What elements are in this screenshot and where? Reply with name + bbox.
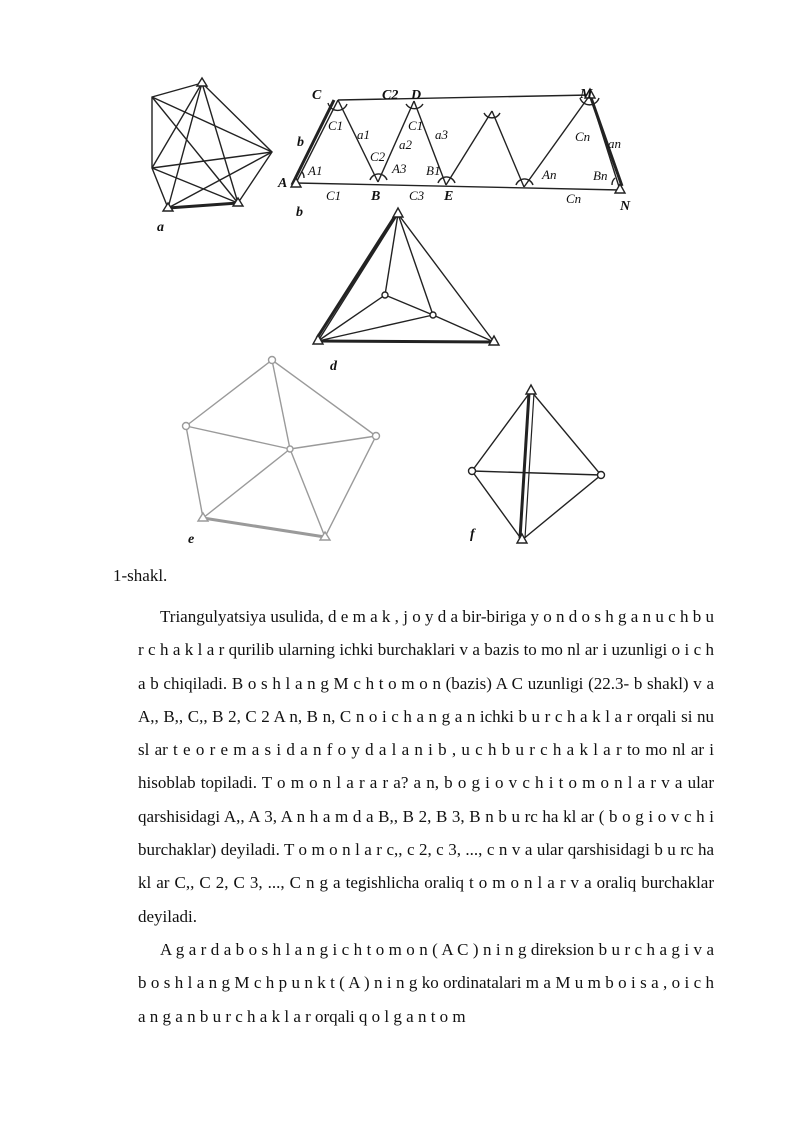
fig-b-label-Cn-top: Cn [575,129,591,144]
fig-b-label-An: An [542,167,557,182]
fig-b-label-A3: A3 [392,161,407,176]
fig-b-label-an: an [608,136,621,151]
fig-b-label-Bn: Bn [593,168,608,183]
fig-b-label-A1: A1 [308,163,323,178]
paragraph-2: A g a r d a b o s h l a n g i c h t o m o n ( A C ) n i n g direksion b u r c h a g i v a b o s h l a n g M c h p u n k t ( A ) n i n g ko ordinatalari m a M u m b o i s a , o i c h a n g a n b u r c h a k l a r orqali q o l g a n t o m [138,939,714,1026]
fig-label-d: d [330,359,337,374]
fig-b-label-C1-top: C1 [328,118,344,133]
figures-area [0,0,800,560]
figure-e-pentagon [183,357,380,541]
fig-b-label-E: E [444,189,454,204]
fig-b-label-a1: a1 [357,127,370,142]
fig-b-label-M: M [580,87,593,102]
triangulation-figures [0,0,800,560]
fig-b-label-C1-mid: C1 [408,118,424,133]
fig-b-label-b: b [296,205,303,220]
fig-b-label-B: B [371,189,381,204]
figure-f-quadrilateral [469,385,605,543]
fig-b-label-a2: a2 [399,137,412,152]
paragraph-1: Triangulyatsiya usulida, d e m a k , j o y d a bir-biriga y o n d o s h g a n u c h b u r c h a k l a r qurilib ularning ichki burchaklari v a bazis to mo nl ar i uzunligi o i c h a b chiqiladi. B o s h l a n g M c h t o m o n (bazis) A C uzunligi (22.3- b shakl) v a A,, B,, C,, B 2, C 2 A n, B n, C n o i c h a n g a n ichki b u r c h a k l a r orqali si nu sl ar t e o r e m a s i d a n f o y d a l a n i b , u c h b u r c h a k l a r to mo nl ar i hisoblab topiladi. T o m o n l a r a r a? a n, b o g i o v c h i t o m o n l a r v a ular qarshisidagi A,, A 3, A n h a m d a B,, B 2, B 3, B n b u rc ha kl ar ( b o g i o v c h i burchaklar) deyiladi. T o m o n l a r c,, c 2, c 3, ..., c n v a ular qarshisidagi b u rc ha kl ar C,, C 2, C 3, ..., C n g a tegishlicha oraliq t o m o n l a r v a oraliq burchaklar deyiladi. [138,607,714,926]
fig-label-e: e [188,532,195,547]
fig-b-label-a3: a3 [435,127,448,142]
figure-caption: 1-shakl. [113,566,168,585]
fig-b-label-C2: C2 [382,88,399,103]
figure-d-central-system [313,208,499,345]
body-text [138,600,714,1033]
fig-b-label-A: A [278,176,288,191]
fig-b-label-C2-low: C2 [370,149,386,164]
fig-label-f: f [470,527,475,542]
fig-b-label-B1: B1 [426,163,441,178]
fig-label-a: a [157,220,164,235]
fig-b-label-D: D [411,88,422,103]
fig-b-label-C: C [312,88,322,103]
fig-b-label-N: N [620,199,631,214]
fig-b-label-b-side: b [297,135,304,150]
fig-b-label-Cn-bot: Cn [566,191,582,206]
fig-b-label-C3: C3 [409,188,425,203]
figure-a-network [152,78,272,211]
fig-b-label-C1-bot: C1 [326,188,342,203]
